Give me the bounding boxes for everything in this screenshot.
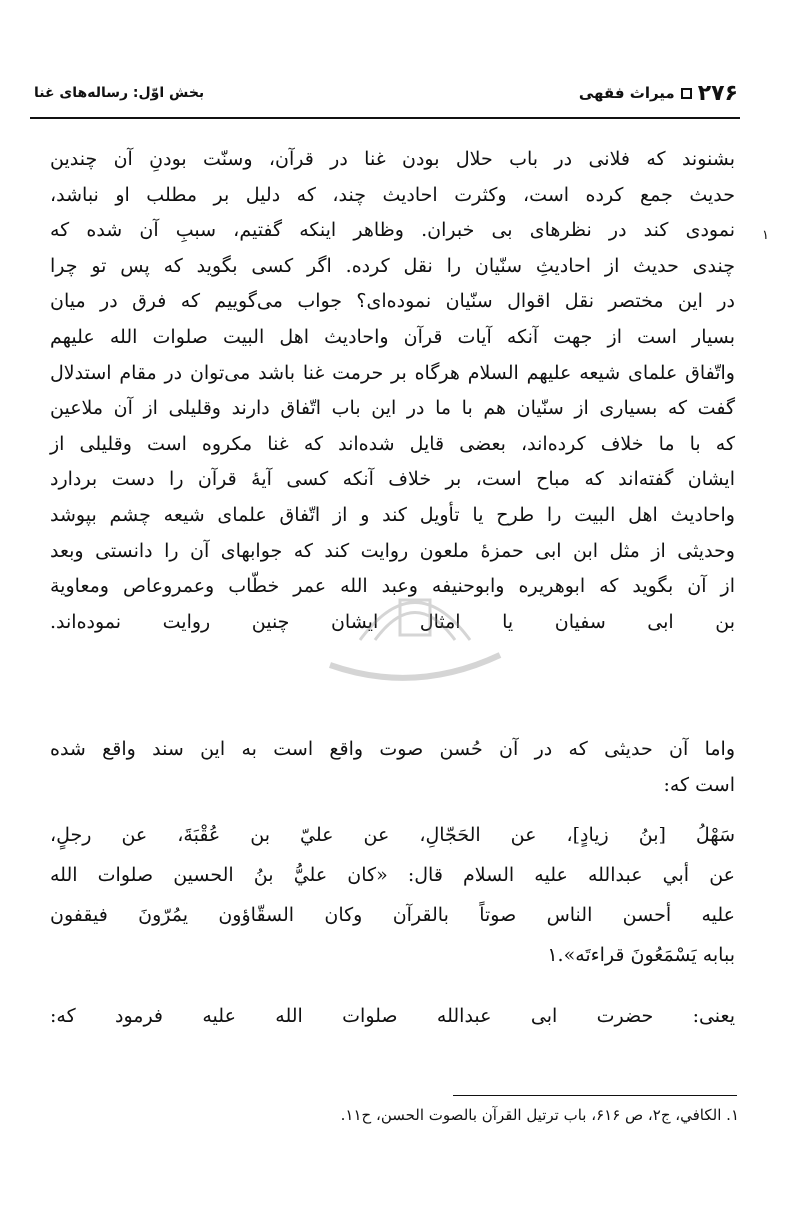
footnote-rule <box>453 1095 737 1096</box>
footnote: ۱. الکافي، ج۲، ص ۶۱۶، باب ترتیل القرآن بالصوت الحسن، ح۱۱. <box>340 1106 739 1124</box>
running-header <box>34 80 738 106</box>
paragraph-3-line: یعنی: حضرت ابی عبدالله صلوات الله علیه فرمود که: <box>50 1005 735 1027</box>
paragraph-1-line: نمودی کند در نظرهای بی خبران. وظاهر اینکه گفتیم، سببِ آن شده که <box>50 219 735 242</box>
paragraph-1-line: بسیار است از جهت آنکه آیات قرآن واحادیث اهل البیت صلوات الله علیهم <box>50 325 735 348</box>
square-ornament-icon <box>681 88 692 99</box>
paragraph-1-line: از آن بگوید که ابوهریره وابوحنیفه وعبد الله عمر خطّاب وعمروعاص ومعاویة <box>50 575 735 598</box>
paragraph-1-line: ایشان گفته‌اند که مباح است، بر خلاف آنکه کسی آیهٔ قرآن را دست بردارد <box>50 468 735 491</box>
quote-line: سَهْلُ [بنُ زيادٍ]، عن الحَجّالِ، عن عليّ بن عُقْبَةَ، عن رجلٍ، <box>50 824 735 846</box>
paragraph-2-line: است که: <box>663 773 735 796</box>
hadith-quote <box>50 815 735 975</box>
paragraph-2-line: واما آن حدیثی که در آن حُسن صوت واقع است به این سند واقع شده <box>50 738 735 760</box>
quote-line: عليه أحسن الناس صوتاً بالقرآن وكان السقّاؤون يمُرّونَ فيقفون <box>50 904 735 926</box>
quote-line: ببابه يَسْمَعُونَ قراءتَه».۱ <box>547 944 735 966</box>
paragraph-3 <box>50 998 735 1034</box>
paragraph-1-line: حدیث جمع کرده است، وکثرت احادیث چند، که دلیل بر مطلب او نباشد، <box>50 183 735 206</box>
paragraph-1-line: واحادیث اهل البیت را طرح یا تأویل کند و از اتّفاق علمای شیعه چشم بپوشد <box>50 503 735 526</box>
paragraph-2 <box>50 732 735 803</box>
paragraph-1-line: بشنوند که فلانی در باب حلال بودن غنا در قرآن، وسنّت بودنِ آن چندین <box>50 148 735 170</box>
library-watermark-icon <box>300 545 530 695</box>
paragraph-1-line: گفت که بسیاری از سنّیان هم با ما در این باب اتّفاق دارند وقلیلی از آن ملاعین <box>50 397 735 420</box>
header-rule <box>30 117 740 119</box>
paragraph-1-line: وحدیثی از مثل ابن ابی حمزهٔ ملعون روایت کند که جوابهای آن را دانستی وبعد <box>50 539 735 562</box>
book-title: میراث فقهی <box>578 84 675 102</box>
section-title: بخش اوّل: رساله‌های غنا <box>34 85 205 101</box>
paragraph-1-line: واتّفاق علمای شیعه علیهم السلام هرگاه بر حرمت غنا باشد می‌توان در مقام استدلال <box>50 361 735 384</box>
margin-mark: ۱ <box>762 228 769 243</box>
header-title-group <box>579 81 738 106</box>
paragraph-1-line: بن ابی سفیان یا امثال ایشان چنین روایت نموده‌اند. <box>50 610 735 633</box>
paragraph-1-line: که با ما خلاف کرده‌اند، بعضی قایل شده‌اند که غنا مکروه است وقلیلی از <box>50 432 735 455</box>
paragraph-1-line: در این مختصر نقل اقوال سنّیان نموده‌ای؟ جواب می‌گوییم که فرق در میان <box>50 290 735 313</box>
paragraph-1-line: چندی حدیث از احادیثِ سنّیان را نقل کرده. اگر کسی بگوید که پس تو چرا <box>50 254 735 277</box>
page-number: ۲۷۶ <box>697 80 738 106</box>
quote-line: عن أبي عبدالله عليه السلام قال: «كان عليُّ بنُ الحسين صلوات الله <box>50 864 735 886</box>
